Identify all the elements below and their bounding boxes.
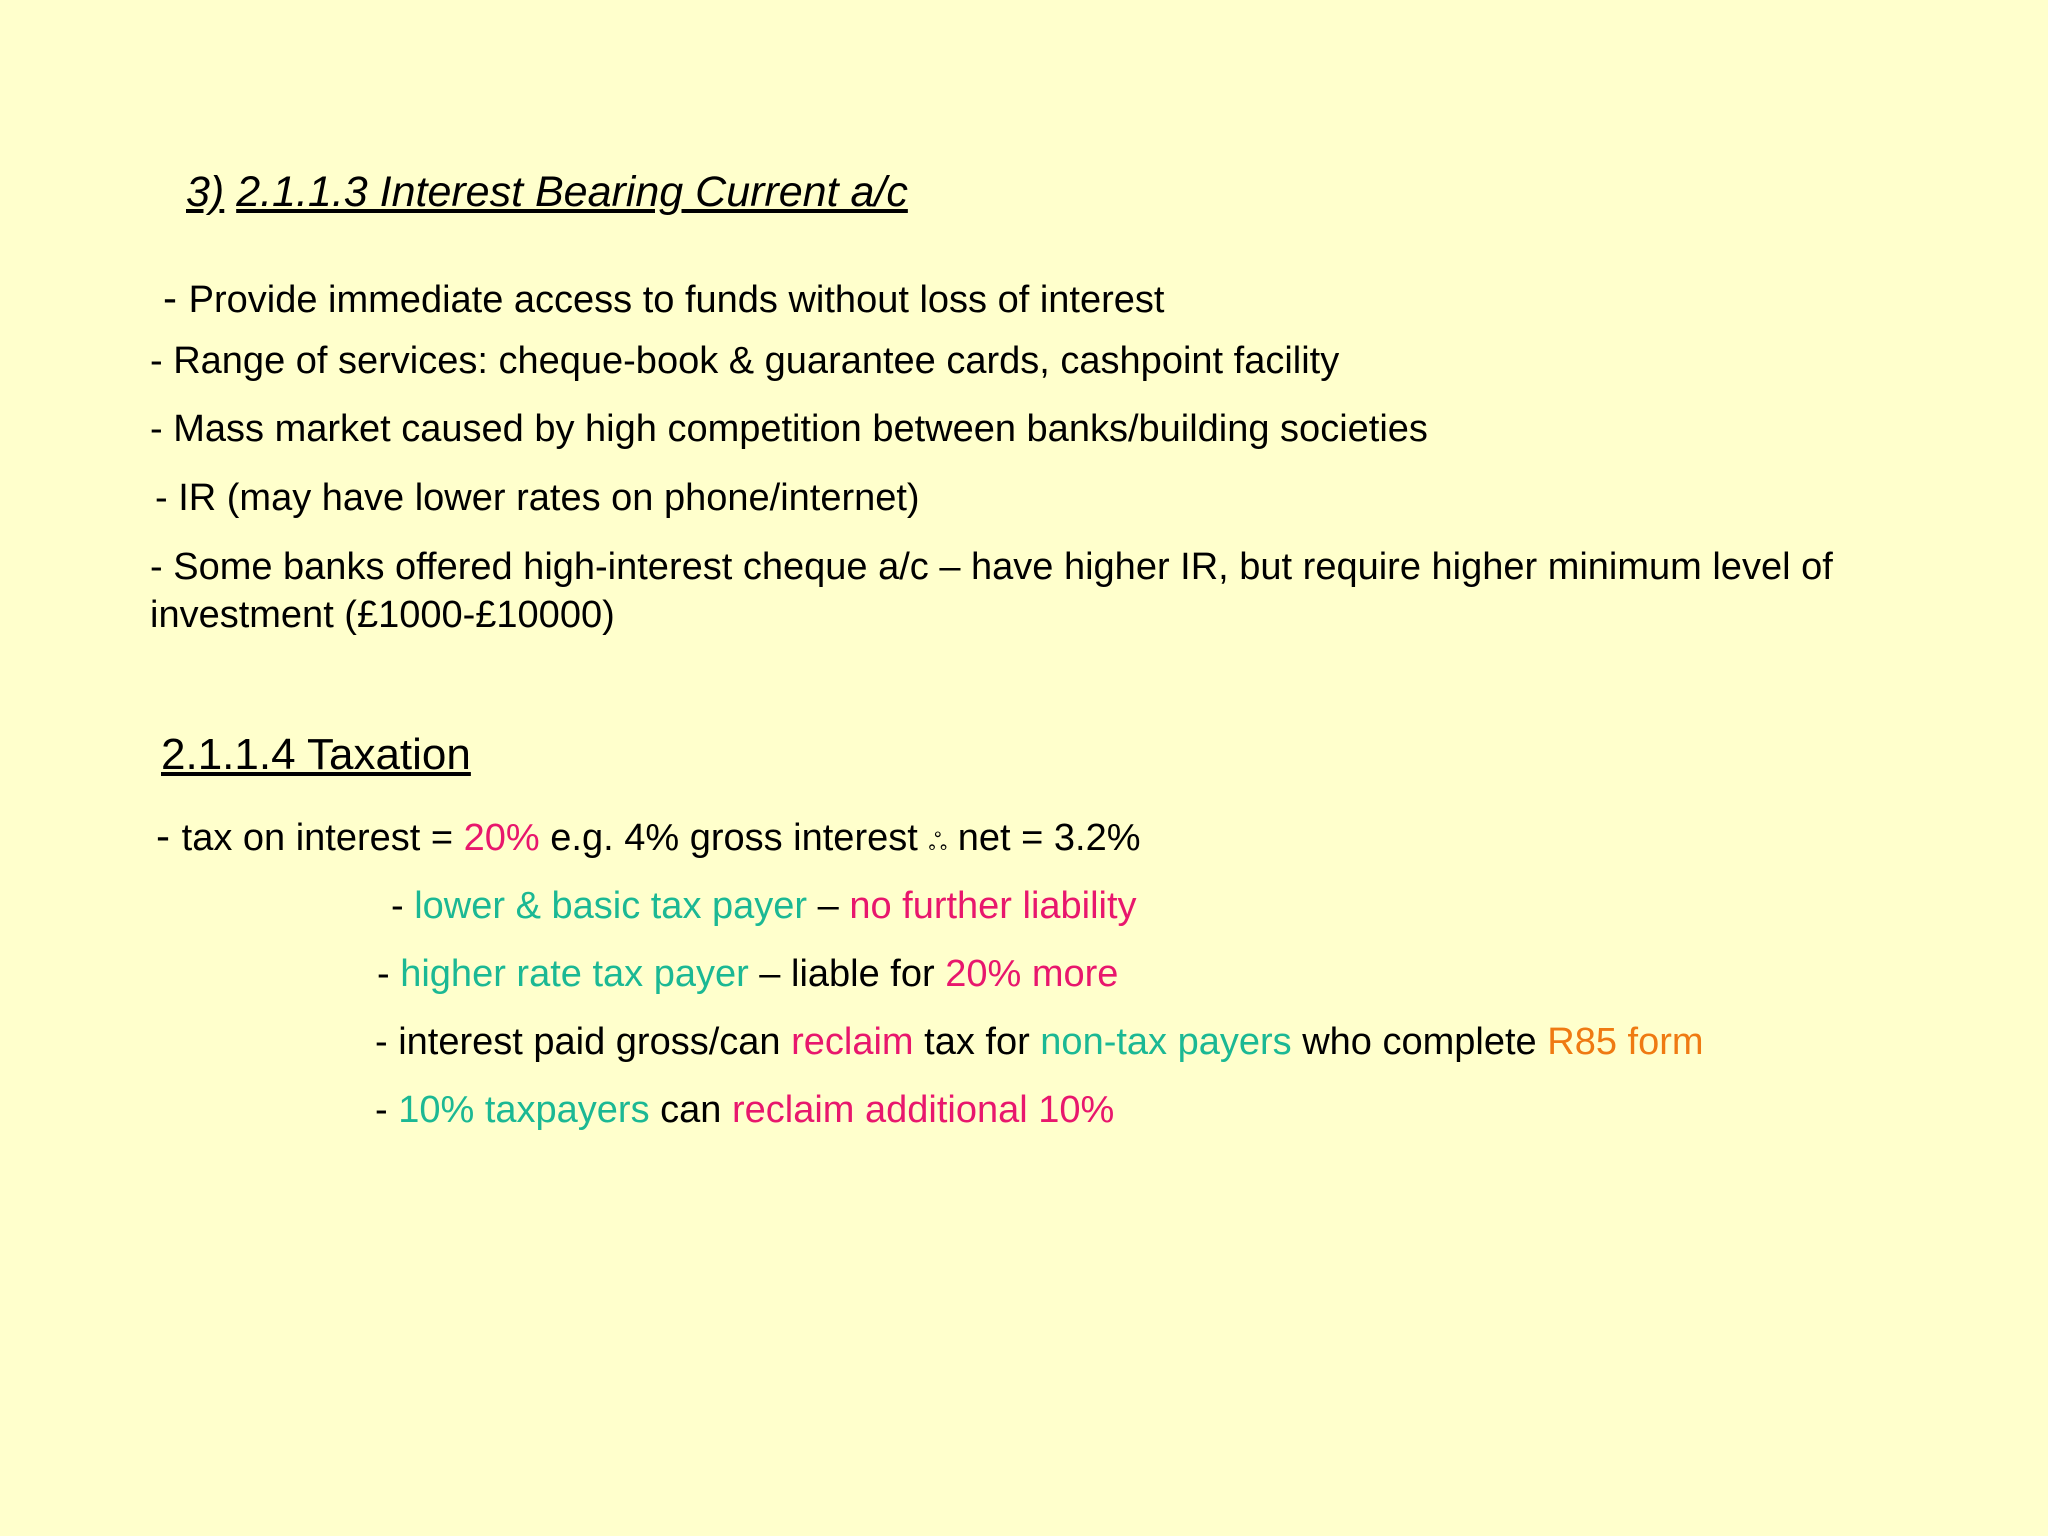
bullet-dash: - <box>156 812 182 859</box>
sub-bullet-2 <box>377 950 1118 998</box>
sub3-pink: reclaim <box>791 1021 914 1063</box>
sub3-teal: non-tax payers <box>1040 1021 1292 1063</box>
tax-line-text-b: e.g. 4% gross interest <box>539 817 929 859</box>
sub4-text: can <box>649 1089 732 1131</box>
tax-line-text-a: tax on interest = <box>181 817 464 859</box>
section1-title: 2.1.1.3 Interest Bearing Current a/c <box>236 168 908 216</box>
bullet-4 <box>155 474 920 522</box>
bullet-dash: - <box>150 408 174 450</box>
tax-line-text-c: net = 3.2% <box>947 817 1141 859</box>
bullet-dash: - <box>375 1021 399 1063</box>
sub-bullet-1 <box>391 882 1137 930</box>
sub3-orange: R85 form <box>1547 1021 1704 1063</box>
sub4-pink: reclaim additional 10% <box>731 1089 1115 1131</box>
sub3-text-b: tax for <box>913 1021 1041 1063</box>
bullet-dash: - <box>155 477 179 519</box>
section1-heading <box>186 168 908 217</box>
bullet-2-text: Range of services: cheque-book & guarantee cards, cashpoint facility <box>173 340 1340 382</box>
bullet-1-text: Provide immediate access to funds without loss of interest <box>188 279 1165 321</box>
tax-line <box>156 812 1141 866</box>
section1-number: 3) <box>186 168 225 216</box>
bullet-5 <box>150 543 1910 639</box>
sub1-pink: no further liability <box>849 885 1137 927</box>
sub3-text-a: interest paid gross/can <box>398 1021 792 1063</box>
bullet-dash: - <box>391 885 415 927</box>
section2-title: 2.1.1.4 Taxation <box>161 730 471 779</box>
bullet-3 <box>150 405 1428 453</box>
bullet-4-text: IR (may have lower rates on phone/internet) <box>178 477 920 519</box>
bullet-dash: - <box>150 340 174 382</box>
bullet-dash: - <box>150 546 174 588</box>
bullet-dash: - <box>163 274 189 321</box>
sub3-text-c: who complete <box>1291 1021 1548 1063</box>
bullet-dash: - <box>377 953 401 995</box>
bullet-1 <box>163 274 1164 324</box>
sub2-text: – liable for <box>748 953 946 995</box>
sub1-teal: lower & basic tax payer <box>414 885 808 927</box>
sub-bullet-4 <box>375 1086 1114 1134</box>
tax-rate-highlight: 20% <box>463 817 540 859</box>
sub1-sep: – <box>807 885 850 927</box>
bullet-5-text: Some banks offered high-interest cheque a/c – have higher IR, but require higher minimum level of investment (£1000-£10000) <box>150 546 1833 636</box>
bullet-2 <box>150 337 1339 385</box>
sub2-teal: higher rate tax payer <box>400 953 749 995</box>
sub-bullet-3 <box>375 1018 1704 1066</box>
sub4-teal: 10% taxpayers <box>398 1089 650 1131</box>
sub2-pink: 20% more <box>945 953 1119 995</box>
bullet-3-text: Mass market caused by high competition between banks/building societies <box>173 408 1428 450</box>
bullet-dash: - <box>375 1089 399 1131</box>
therefore-icon: ஃ <box>928 828 948 856</box>
